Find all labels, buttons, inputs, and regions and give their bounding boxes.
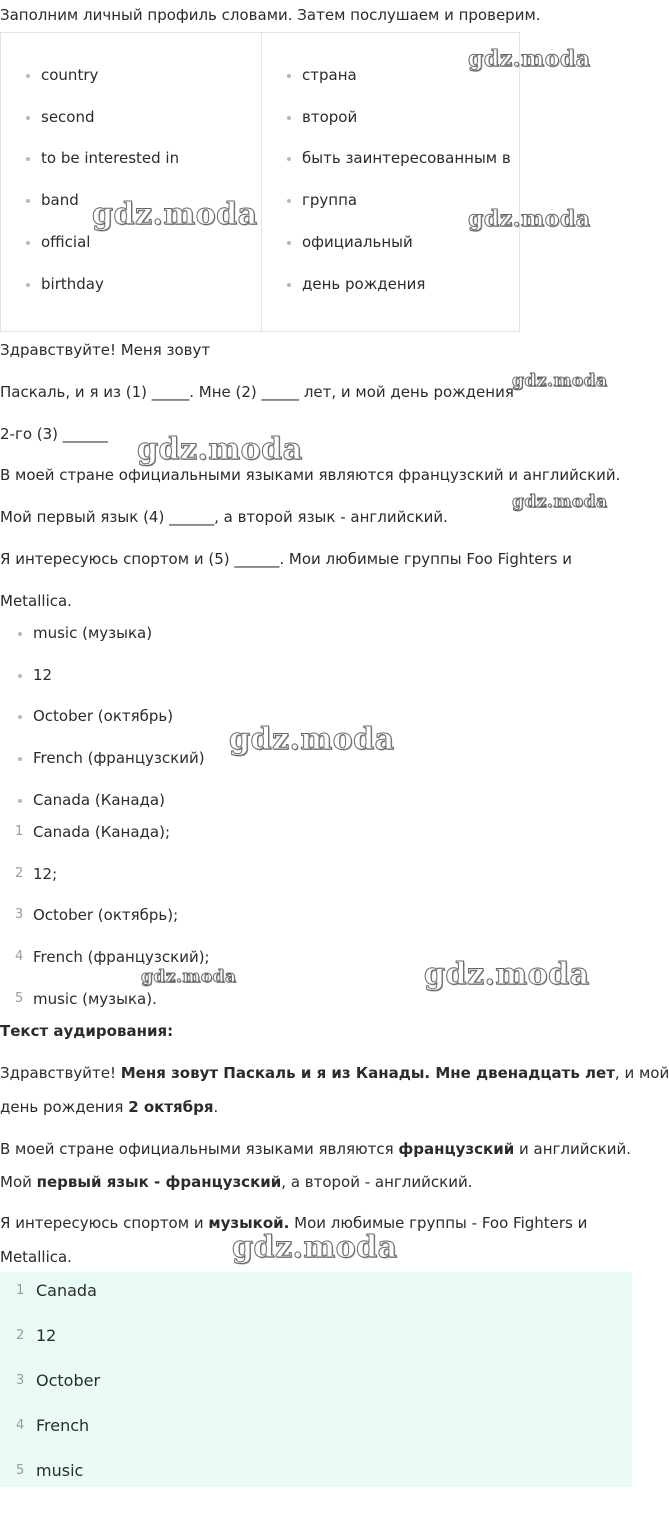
listening-line (0, 1064, 669, 1082)
final-answer-text: music (36, 1461, 84, 1480)
watermark: gdz.moda (512, 492, 608, 512)
watermark: gdz.moda (232, 1230, 398, 1265)
listening-text: , а второй - английский. (281, 1173, 473, 1191)
vocab-ru-item: второй (302, 108, 358, 126)
profile-text-line: Паскаль, и я из (1) _____. Мне (2) _____ лет, и мой день рождения (0, 383, 514, 401)
vocabulary-table (0, 32, 520, 332)
item-number: 5 (16, 1463, 25, 1478)
listening-text: Мой (0, 1173, 37, 1191)
final-answer-item (16, 1326, 57, 1345)
vocab-en-item: band (41, 191, 79, 209)
option-item: 12 (33, 666, 53, 684)
numbered-answer-text: Canada (Канада); (33, 823, 171, 841)
listening-text: Я интересуюсь спортом и (0, 1214, 209, 1232)
vocab-en-item: birthday (41, 275, 104, 293)
final-answer-item (16, 1371, 101, 1390)
item-number: 3 (15, 907, 24, 922)
listening-text: , и мой (614, 1064, 669, 1082)
watermark: gdz.moda (468, 206, 591, 232)
watermark: gdz.moda (229, 722, 395, 757)
watermark: gdz.moda (424, 957, 590, 992)
watermark: gdz.moda (468, 46, 591, 72)
vocab-en-item: second (41, 108, 95, 126)
profile-text-line: Я интересуюсь спортом и (5) ______. Мои любимые группы Foo Fighters и (0, 550, 572, 568)
profile-text-line: В моей стране официальными языками являются французский и английский. (0, 466, 621, 484)
item-number: 4 (16, 1418, 25, 1433)
vocab-ru-item: быть заинтересованным в (302, 149, 511, 167)
final-answer-item (16, 1461, 84, 1480)
profile-text-line: Здравствуйте! Меня зовут (0, 341, 211, 359)
watermark: gdz.moda (92, 197, 258, 232)
listening-bold-text: 2 октября (128, 1098, 214, 1116)
vocabulary-english-column (1, 33, 262, 331)
numbered-answer-item (15, 865, 58, 883)
listening-bold-text: первый язык - французский (36, 1173, 282, 1191)
final-answers-box (0, 1272, 632, 1487)
final-answer-text: Canada (36, 1281, 97, 1300)
listening-line (0, 1173, 472, 1191)
numbered-answer-item (15, 823, 171, 841)
profile-text-line: 2-го (3) ______ (0, 425, 108, 443)
item-number: 2 (16, 1328, 25, 1343)
listening-line: Metallica. (0, 1248, 72, 1266)
profile-text-line: Мой первый язык (4) ______, а второй язык - английский. (0, 508, 448, 526)
numbered-answer-text: October (октябрь); (33, 906, 179, 924)
final-answer-text: October (36, 1371, 101, 1390)
numbered-answer-text: French (французский); (33, 948, 210, 966)
numbered-answer-item (15, 948, 210, 966)
vocab-ru-item: страна (302, 66, 357, 84)
watermark: gdz.moda (512, 371, 608, 391)
profile-text-line: Metallica. (0, 592, 72, 610)
listening-bold-text: французский (398, 1140, 515, 1158)
listening-heading: Текст аудирования: (0, 1022, 174, 1040)
final-answer-text: 12 (36, 1326, 57, 1345)
listening-text: Здравствуйте! (0, 1064, 121, 1082)
numbered-answer-item (15, 906, 179, 924)
watermark: gdz.moda (141, 967, 237, 987)
listening-bold-text: музыкой. (208, 1214, 290, 1232)
task-instruction: Заполним личный профиль словами. Затем послушаем и проверим. (0, 6, 541, 24)
item-number: 2 (15, 866, 24, 881)
listening-line (0, 1140, 631, 1158)
numbered-answer-text: music (музыка). (33, 990, 157, 1008)
option-item: French (французский) (33, 749, 205, 767)
final-answer-item (16, 1416, 90, 1435)
vocab-en-item: country (41, 66, 99, 84)
item-number: 1 (15, 824, 24, 839)
item-number: 4 (15, 949, 24, 964)
listening-line (0, 1098, 218, 1116)
vocab-en-item: official (41, 233, 91, 251)
vocabulary-russian-column (262, 33, 520, 331)
watermark: gdz.moda (137, 432, 303, 467)
vocab-ru-item: группа (302, 191, 358, 209)
item-number: 5 (15, 991, 24, 1006)
numbered-answer-text: 12; (33, 865, 58, 883)
final-answer-text: French (36, 1416, 90, 1435)
listening-text: день рождения (0, 1098, 129, 1116)
listening-text: В моей стране официальными языками являются (0, 1140, 399, 1158)
listening-bold-text: Меня зовут Паскаль и я из Канады. Мне двенадцать лет (120, 1064, 615, 1082)
final-answer-item (16, 1281, 97, 1300)
listening-text: и английский. (514, 1140, 632, 1158)
option-item: music (музыка) (33, 624, 153, 642)
vocab-ru-item: официальный (302, 233, 413, 251)
item-number: 1 (16, 1283, 25, 1298)
numbered-answer-item (15, 990, 157, 1008)
vocab-en-item: to be interested in (41, 149, 180, 167)
option-item: October (октябрь) (33, 707, 174, 725)
listening-text: . (213, 1098, 219, 1116)
listening-text: Мои любимые группы - Foo Fighters и (289, 1214, 588, 1232)
option-item: Canada (Канада) (33, 791, 165, 809)
item-number: 3 (16, 1373, 25, 1388)
vocab-ru-item: день рождения (302, 275, 426, 293)
